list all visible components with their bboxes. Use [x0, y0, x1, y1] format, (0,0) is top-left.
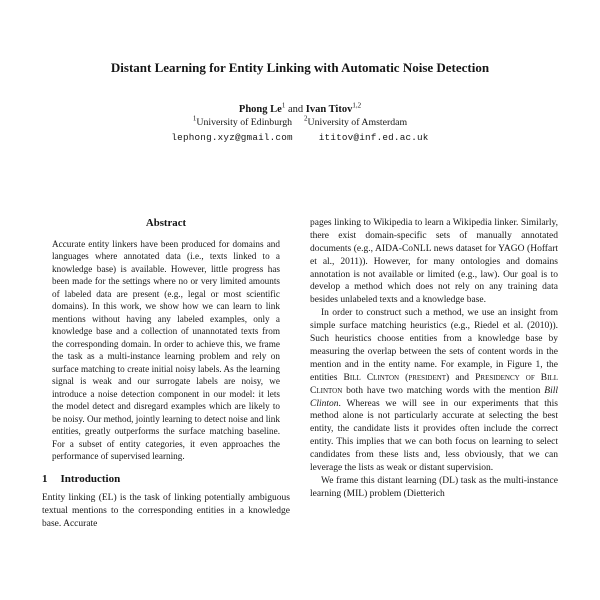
right-column-paragraph-2 [310, 307, 558, 475]
paragraph-2-text: In order to construct such a method, we use an insight from simple surface matching heuristics (e.g., Riedel et al. (2010)). Such heuristics choose entities from a knowledge base by measuring the overlap between the sets of content words in the mention and in the entity name. For example, in Figure 1, the entities [310, 308, 558, 383]
abstract-heading: Abstract [145, 216, 187, 229]
right-column [310, 217, 558, 531]
author-1-affiliation-mark: 1 [281, 101, 286, 110]
abstract-text: Accurate entity linkers have been produced for domains and languages where annotated data (i.e., texts linked to a knowledge base) is available. However, little progress has been made for the settings where no or very limited amounts of labeled data are present (e.g., legal or most scientific domains). In this work, we show how we can learn to link mentions without having any labeled examples, only a knowledge base and a collection of unannotated texts from the corresponding domain. In order to achieve this, we frame the task as a multi-instance learning problem and rely on surface matching to create initial noisy labels. As the learning signal is weak and our surrogate labels are noisy, we introduce a noise detection component in our model: it lets the model detect and disregard examples which are likely to be noisy. Our method, jointly learning to detect noise and link entities, greatly outperforms the surface matching baseline. For a subset of entity categories, it even approaches the performance of supervised learning. [52, 238, 280, 462]
right-column-paragraph-1: pages linking to Wikipedia to learn a Wikipedia linker. Similarly, there exist domain-specific sets of manually annotated documents (e.g., AIDA-CoNLL news dataset for YAGO (Hoffart et al., 2011)). However, for many ontologies and domains annotation is not available or limited (e.g., law). Our goal is to develop a method which does not rely on any training data besides unlabeled texts and a knowledge base. [310, 217, 558, 306]
email-author-1: lephong.xyz@gmail.com [171, 131, 293, 143]
entity-name-bill-clinton-president: Bill Clinton (president) [343, 372, 450, 383]
paragraph-2-text: and [449, 372, 476, 383]
paper-title: Distant Learning for Entity Linking with Automatic Noise Detection [110, 60, 490, 75]
author-2-affiliation-mark: 1,2 [352, 101, 362, 110]
paragraph-2-text: both have two matching words with the mention [342, 385, 545, 396]
mention-bill-clinton-italic: Bill Clinton [310, 385, 558, 409]
affiliations-line [0, 114, 600, 128]
affiliation-2: University of Amsterdam [307, 116, 408, 128]
right-column-paragraph-3: We frame this distant learning (DL) task as the multi-instance learning (MIL) problem (Dietterich [310, 476, 558, 499]
authors-conjunction: and [285, 103, 306, 115]
email-author-2: ititov@inf.ed.ac.uk [318, 131, 429, 143]
affiliation-2-mark: 2 [304, 114, 308, 123]
author-name-2: Ivan Titov [305, 103, 353, 115]
section-1-number: 1 [42, 472, 48, 485]
affiliation-1-mark: 1 [192, 114, 197, 123]
introduction-paragraph-1: Entity linking (EL) is the task of linking potentially ambiguous textual mentions to the corresponding entities in a knowledge base. Accurate [42, 492, 290, 529]
section-1-heading [42, 473, 290, 485]
body-columns [0, 217, 600, 531]
abstract-section [42, 217, 290, 463]
entity-name-presidency-of-bill-clinton: Presidency of Bill Clinton [310, 372, 559, 396]
author-name-1: Phong Le [238, 103, 282, 115]
emails-line [0, 132, 600, 143]
section-1-title: Introduction [60, 472, 121, 485]
affiliation-1: University of Edinburgh [196, 116, 292, 128]
left-column [42, 217, 290, 531]
paragraph-2-text: . Whereas we will see in our experiments that this method alone is not particularly accurate at selecting the best entity, the candidate lists it provides often include the correct entity. This implies that we can both focus on learning to select candidates from these lists and, less obviously, that we can leverage the lists as weak or distant supervision. [310, 398, 558, 474]
authors-line [0, 101, 600, 115]
